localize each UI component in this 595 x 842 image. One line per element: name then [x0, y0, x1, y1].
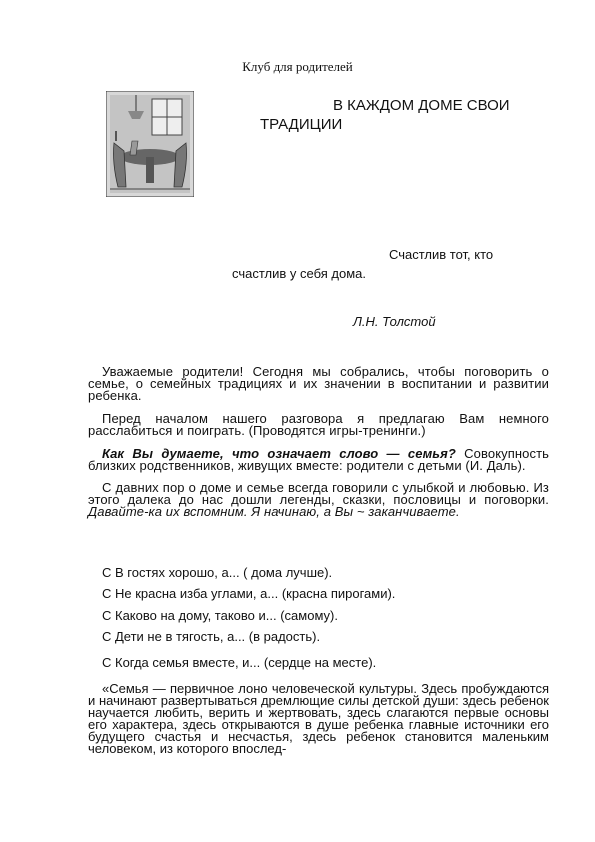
title-line-1: В КАЖДОМ ДОМЕ СВОИ — [333, 97, 510, 114]
proverb-item: С Каково на дому, таково и... (самому). — [102, 608, 338, 623]
club-header: Клуб для родителей — [242, 59, 353, 74]
epigraph-line-1: Счастлив тот, кто — [389, 247, 494, 262]
proverb-item: С Не красна изба углами, а... (красна пирогами). — [102, 586, 396, 601]
paragraph-games: Перед началом нашего разговора я предлагаю Вам немного расслабиться и поиграть. (Проводятся игры-тренинги.) — [88, 411, 549, 438]
paragraph-proverbs-intro — [88, 482, 549, 518]
proverb-item: С Когда семья вместе, и... (сердце на месте). — [102, 655, 377, 670]
body-text — [88, 366, 549, 529]
proverb-item: С Дети не в тягость, а... (в радость). — [102, 629, 321, 644]
intro-italic-text: Давайте-ка их вспомним. Я начинаю, а Вы ~ заканчиваете. — [88, 504, 460, 519]
final-quote — [88, 683, 549, 755]
intro-text: С давних пор о доме и семье всегда говорили с улыбкой и любовью. Из этого далека до нас дошли легенды, сказки, пословицы и поговорки. — [88, 480, 549, 507]
definition-text: Совокупность близких родственников, живущих вместе: родители с детьми (И. Даль). — [88, 446, 550, 473]
quote-paragraph: «Семья — первичное лоно человеческой культуры. Здесь пробуждаются и начинают развертываться дремлющие силы детской души: здесь ребенок научается любить, верить и жертвовать, здесь слагаются первые основы его характера, здесь открываются в душе ребенка главные источники его будущего счастья и несчастья, здесь ребенок становится маленьким человеком, из которого впослед- — [88, 681, 549, 756]
epigraph-line-2: счастлив у себя дома. — [232, 266, 366, 281]
paragraph-greeting: Уважаемые родители! Сегодня мы собрались, чтобы поговорить о семье, о семейных традициях и их значении в воспитании и развитии ребенка. — [88, 364, 549, 403]
question-text: Как Вы думаете, что означает слово — семья? — [102, 446, 456, 461]
epigraph-author: Л.Н. Толстой — [353, 314, 436, 329]
proverb-item: С В гостях хорошо, а... ( дома лучше). — [102, 565, 333, 580]
title-line-2: ТРАДИЦИИ — [260, 116, 343, 133]
paragraph-definition — [88, 448, 549, 472]
family-dining-illustration — [106, 91, 194, 197]
